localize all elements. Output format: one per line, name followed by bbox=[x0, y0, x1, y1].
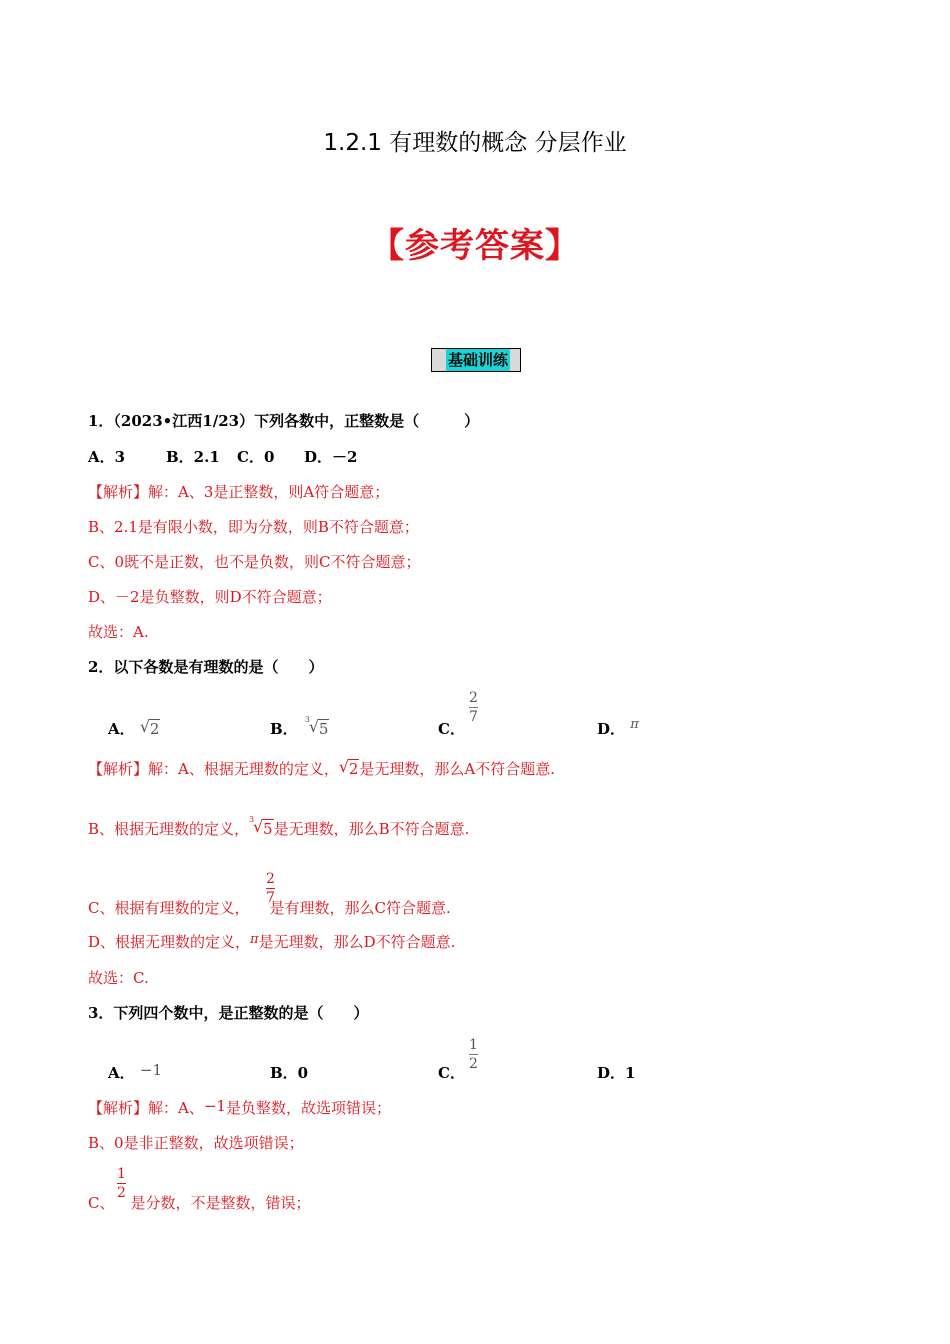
q2-option-a bbox=[108, 718, 160, 739]
analysis-text: 【解析】解：A、 bbox=[88, 1099, 204, 1117]
radical-sign-icon: √ bbox=[139, 717, 151, 736]
q2-analysis-b bbox=[88, 815, 470, 839]
q1-analysis-line: C、0既不是正数，也不是负数，则C不符合题意； bbox=[88, 553, 421, 571]
q3-option-c: C． bbox=[438, 1064, 465, 1082]
numerator: 1 bbox=[469, 1037, 478, 1053]
negative-one: −1 bbox=[139, 1061, 162, 1079]
analysis-text: 是分数，不是整数，错误； bbox=[130, 1194, 311, 1212]
q2-option-a-label: A． bbox=[108, 720, 135, 738]
q2-analysis-a bbox=[88, 758, 555, 779]
analysis-text: D、根据无理数的定义， bbox=[88, 933, 251, 951]
q1-analysis-line: D、－2是负整数，则D不符合题意； bbox=[88, 588, 332, 606]
q2-option-d bbox=[597, 718, 639, 739]
q3-option-c-fraction bbox=[469, 1037, 478, 1072]
denominator: 7 bbox=[266, 890, 275, 906]
fraction-bar bbox=[117, 1183, 126, 1184]
question-1-stem: 1．（2023•江西1/23）下列各数中，正整数是（ ） bbox=[88, 412, 480, 430]
radicand: 5 bbox=[263, 820, 273, 838]
numerator: 2 bbox=[266, 871, 275, 887]
question-2-stem: 2．以下各数是有理数的是（ ） bbox=[88, 658, 324, 676]
analysis-text: 是有理数，那么C符合题意. bbox=[269, 899, 451, 917]
q3-option-b: B．0 bbox=[270, 1064, 309, 1082]
root-index: 3 bbox=[304, 715, 311, 724]
q3-option-a bbox=[108, 1062, 162, 1083]
q1-option-b: B．2.1 bbox=[166, 448, 220, 466]
q1-option-c: C．0 bbox=[237, 448, 275, 466]
question-3-stem: 3．下列四个数中，是正整数的是（ ） bbox=[88, 1004, 369, 1022]
pi-symbol: π bbox=[630, 717, 639, 732]
fraction-bar bbox=[469, 1054, 478, 1055]
denominator: 2 bbox=[117, 1185, 126, 1201]
q2-analysis-d bbox=[88, 931, 455, 952]
analysis-text: B、根据无理数的定义， bbox=[88, 820, 250, 838]
q2-analysis-c-fraction bbox=[266, 871, 275, 906]
radical-sign-icon: √ bbox=[338, 757, 350, 776]
numerator: 2 bbox=[469, 690, 478, 706]
square-root-expression bbox=[140, 719, 161, 738]
denominator: 2 bbox=[469, 1056, 478, 1072]
root-index: 3 bbox=[249, 815, 255, 824]
q3-option-a-label: A． bbox=[108, 1064, 135, 1082]
radicand: 5 bbox=[318, 720, 329, 738]
analysis-text: 是无理数，那么B不符合题意. bbox=[273, 820, 470, 838]
fraction-bar bbox=[469, 707, 478, 708]
section-label: 基础训练 bbox=[448, 351, 509, 369]
q2-conclusion: 故选：C. bbox=[88, 969, 149, 987]
q1-analysis-line: 【解析】解：A、3是正整数，则A符合题意； bbox=[88, 483, 390, 501]
q1-option-a: A．3 bbox=[88, 448, 126, 466]
radicand: 2 bbox=[348, 760, 359, 778]
cube-root-expression bbox=[304, 715, 330, 738]
denominator: 7 bbox=[469, 709, 478, 725]
q3-analysis-b: B、0是非正整数，故选项错误； bbox=[88, 1134, 304, 1152]
radical-sign-icon: √ bbox=[308, 717, 320, 736]
radicand: 2 bbox=[149, 720, 160, 738]
fraction-bar bbox=[266, 888, 275, 889]
q2-option-c-fraction bbox=[469, 690, 478, 725]
q2-option-c: C． bbox=[438, 720, 465, 738]
radical-sign-icon: √ bbox=[253, 817, 264, 836]
pi-symbol: π bbox=[250, 932, 259, 947]
document-title: 1.2.1 有理数的概念 分层作业 bbox=[323, 130, 627, 156]
analysis-text: 【解析】解：A、根据无理数的定义， bbox=[88, 760, 339, 778]
section-box bbox=[431, 348, 521, 372]
analysis-text: C、 bbox=[88, 1194, 115, 1212]
analysis-text: 是负整数，故选项错误； bbox=[225, 1099, 391, 1117]
q2-option-b bbox=[270, 715, 329, 739]
analysis-text: 是无理数，那么D不符合题意. bbox=[258, 933, 456, 951]
numerator: 1 bbox=[117, 1166, 126, 1182]
q1-analysis-line: B、2.1是有限小数，即为分数，则B不符合题意； bbox=[88, 518, 419, 536]
q3-analysis-c-fraction bbox=[117, 1166, 126, 1201]
q3-option-d: D．1 bbox=[597, 1064, 636, 1082]
analysis-text: C、根据有理数的定义， bbox=[88, 899, 250, 917]
q1-option-d: D．－2 bbox=[304, 448, 358, 466]
negative-one: −1 bbox=[203, 1097, 226, 1115]
square-root-expression bbox=[339, 759, 360, 778]
q3-analysis-a bbox=[88, 1097, 391, 1118]
answer-heading: 【参考答案】 bbox=[370, 226, 580, 266]
q1-analysis-line: 故选：A. bbox=[88, 623, 149, 641]
q2-option-d-label: D． bbox=[597, 720, 626, 738]
analysis-text: 是无理数，那么A不符合题意. bbox=[359, 760, 555, 778]
cube-root-expression bbox=[249, 815, 274, 838]
q2-option-b-label: B． bbox=[270, 720, 298, 738]
